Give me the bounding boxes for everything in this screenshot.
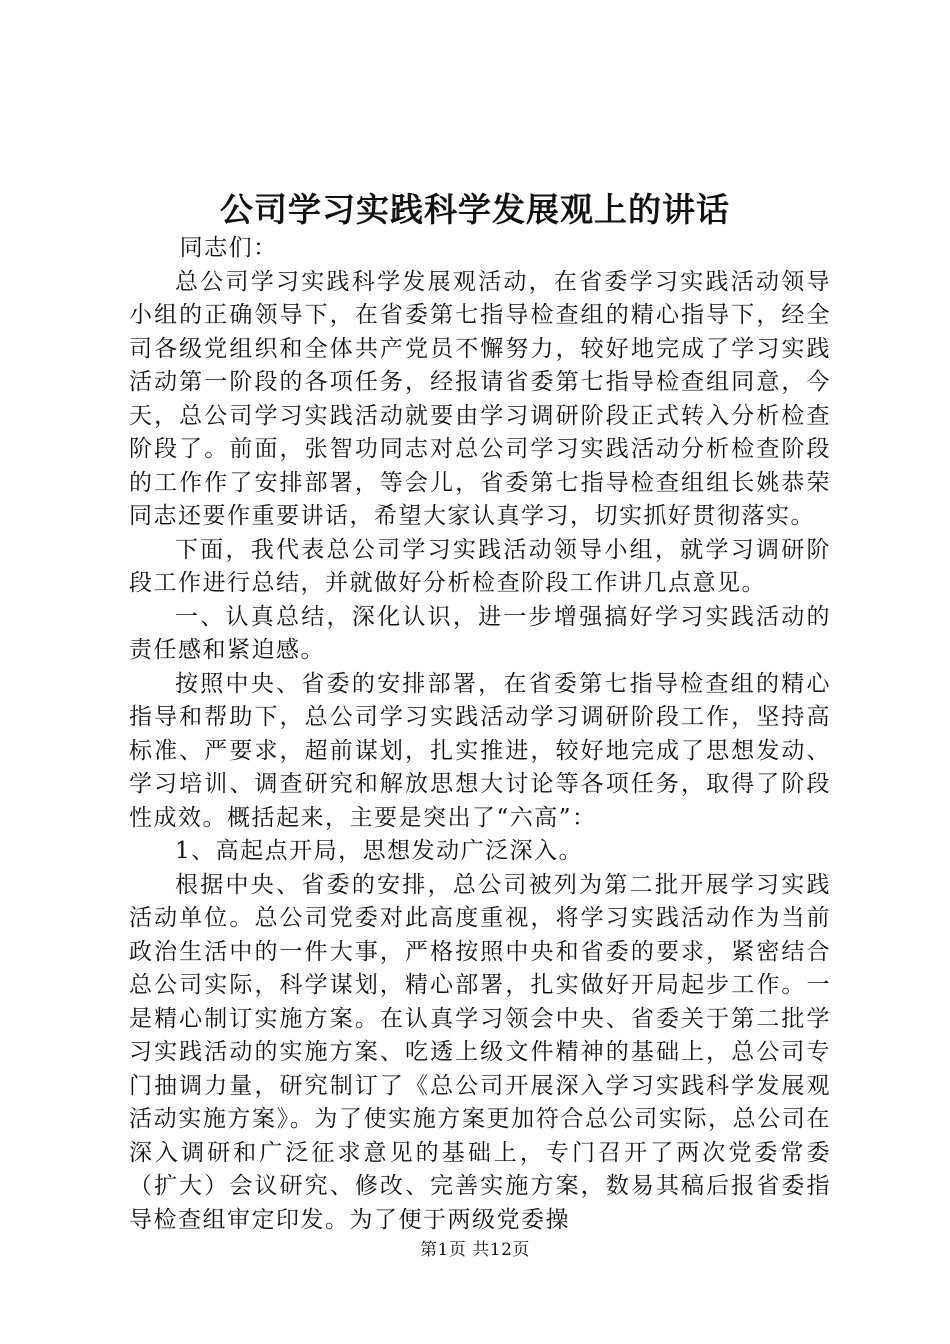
- document-body: [129, 232, 831, 1237]
- salutation-paragraph: 同志们：: [179, 235, 278, 261]
- section-heading-paragraph: 一、认真总结，深化认识，进一步增强搞好学习实践活动的责任感和紧迫感。: [129, 603, 831, 663]
- document-title: 公司学习实践科学发展观上的讲话: [220, 190, 730, 229]
- page-number-footer: 第1页 共12页: [420, 1240, 530, 1260]
- body-paragraph: 下面，我代表总公司学习实践活动领导小组，就学习调研阶段工作进行总结，并就做好分析检查阶段工作讲几点意见。: [129, 536, 831, 596]
- subsection-heading-paragraph: 1、高起点开局，思想发动广泛深入。: [175, 838, 584, 864]
- body-paragraph: 总公司学习实践科学发展观活动，在省委学习实践活动领导小组的正确领导下，在省委第七指导检查组的精心指导下，经全司各级党组织和全体共产党员不懈努力，较好地完成了学习实践活动第一阶段的各项任务，经报请省委第七指导检查组同意，今天，总公司学习实践活动就要由学习调研阶段正式转入分析检查阶段了。前面，张智功同志对总公司学习实践活动分析检查阶段的工作作了安排部署，等会儿，省委第七指导检查组组长姚恭荣同志还要作重要讲话，希望大家认真学习，切实抓好贯彻落实。: [129, 268, 831, 529]
- body-paragraph: 根据中央、省委的安排，总公司被列为第二批开展学习实践活动单位。总公司党委对此高度重视，将学习实践活动作为当前政治生活中的一件大事，严格按照中央和省委的要求，紧密结合总公司实际，科学谋划，精心部署，扎实做好开局起步工作。一是精心制订实施方案。在认真学习领会中央、省委关于第二批学习实践活动的实施方案、吃透上级文件精神的基础上，总公司专门抽调力量，研究制订了《总公司开展深入学习实践科学发展观活动实施方案》。为了使实施方案更加符合总公司实际，总公司在深入调研和广泛征求意见的基础上，专门召开了两次党委常委（扩大）会议研究、修改、完善实施方案，数易其稿后报省委指导检查组审定印发。为了便于两级党委操: [129, 871, 831, 1233]
- body-paragraph: 按照中央、省委的安排部署，在省委第七指导检查组的精心指导和帮助下，总公司学习实践活动学习调研阶段工作，坚持高标准、严要求，超前谋划，扎实推进，较好地完成了思想发动、学习培训、调查研究和解放思想大讨论等各项任务，取得了阶段性成效。概括起来，主要是突出了“六高”：: [129, 670, 831, 831]
